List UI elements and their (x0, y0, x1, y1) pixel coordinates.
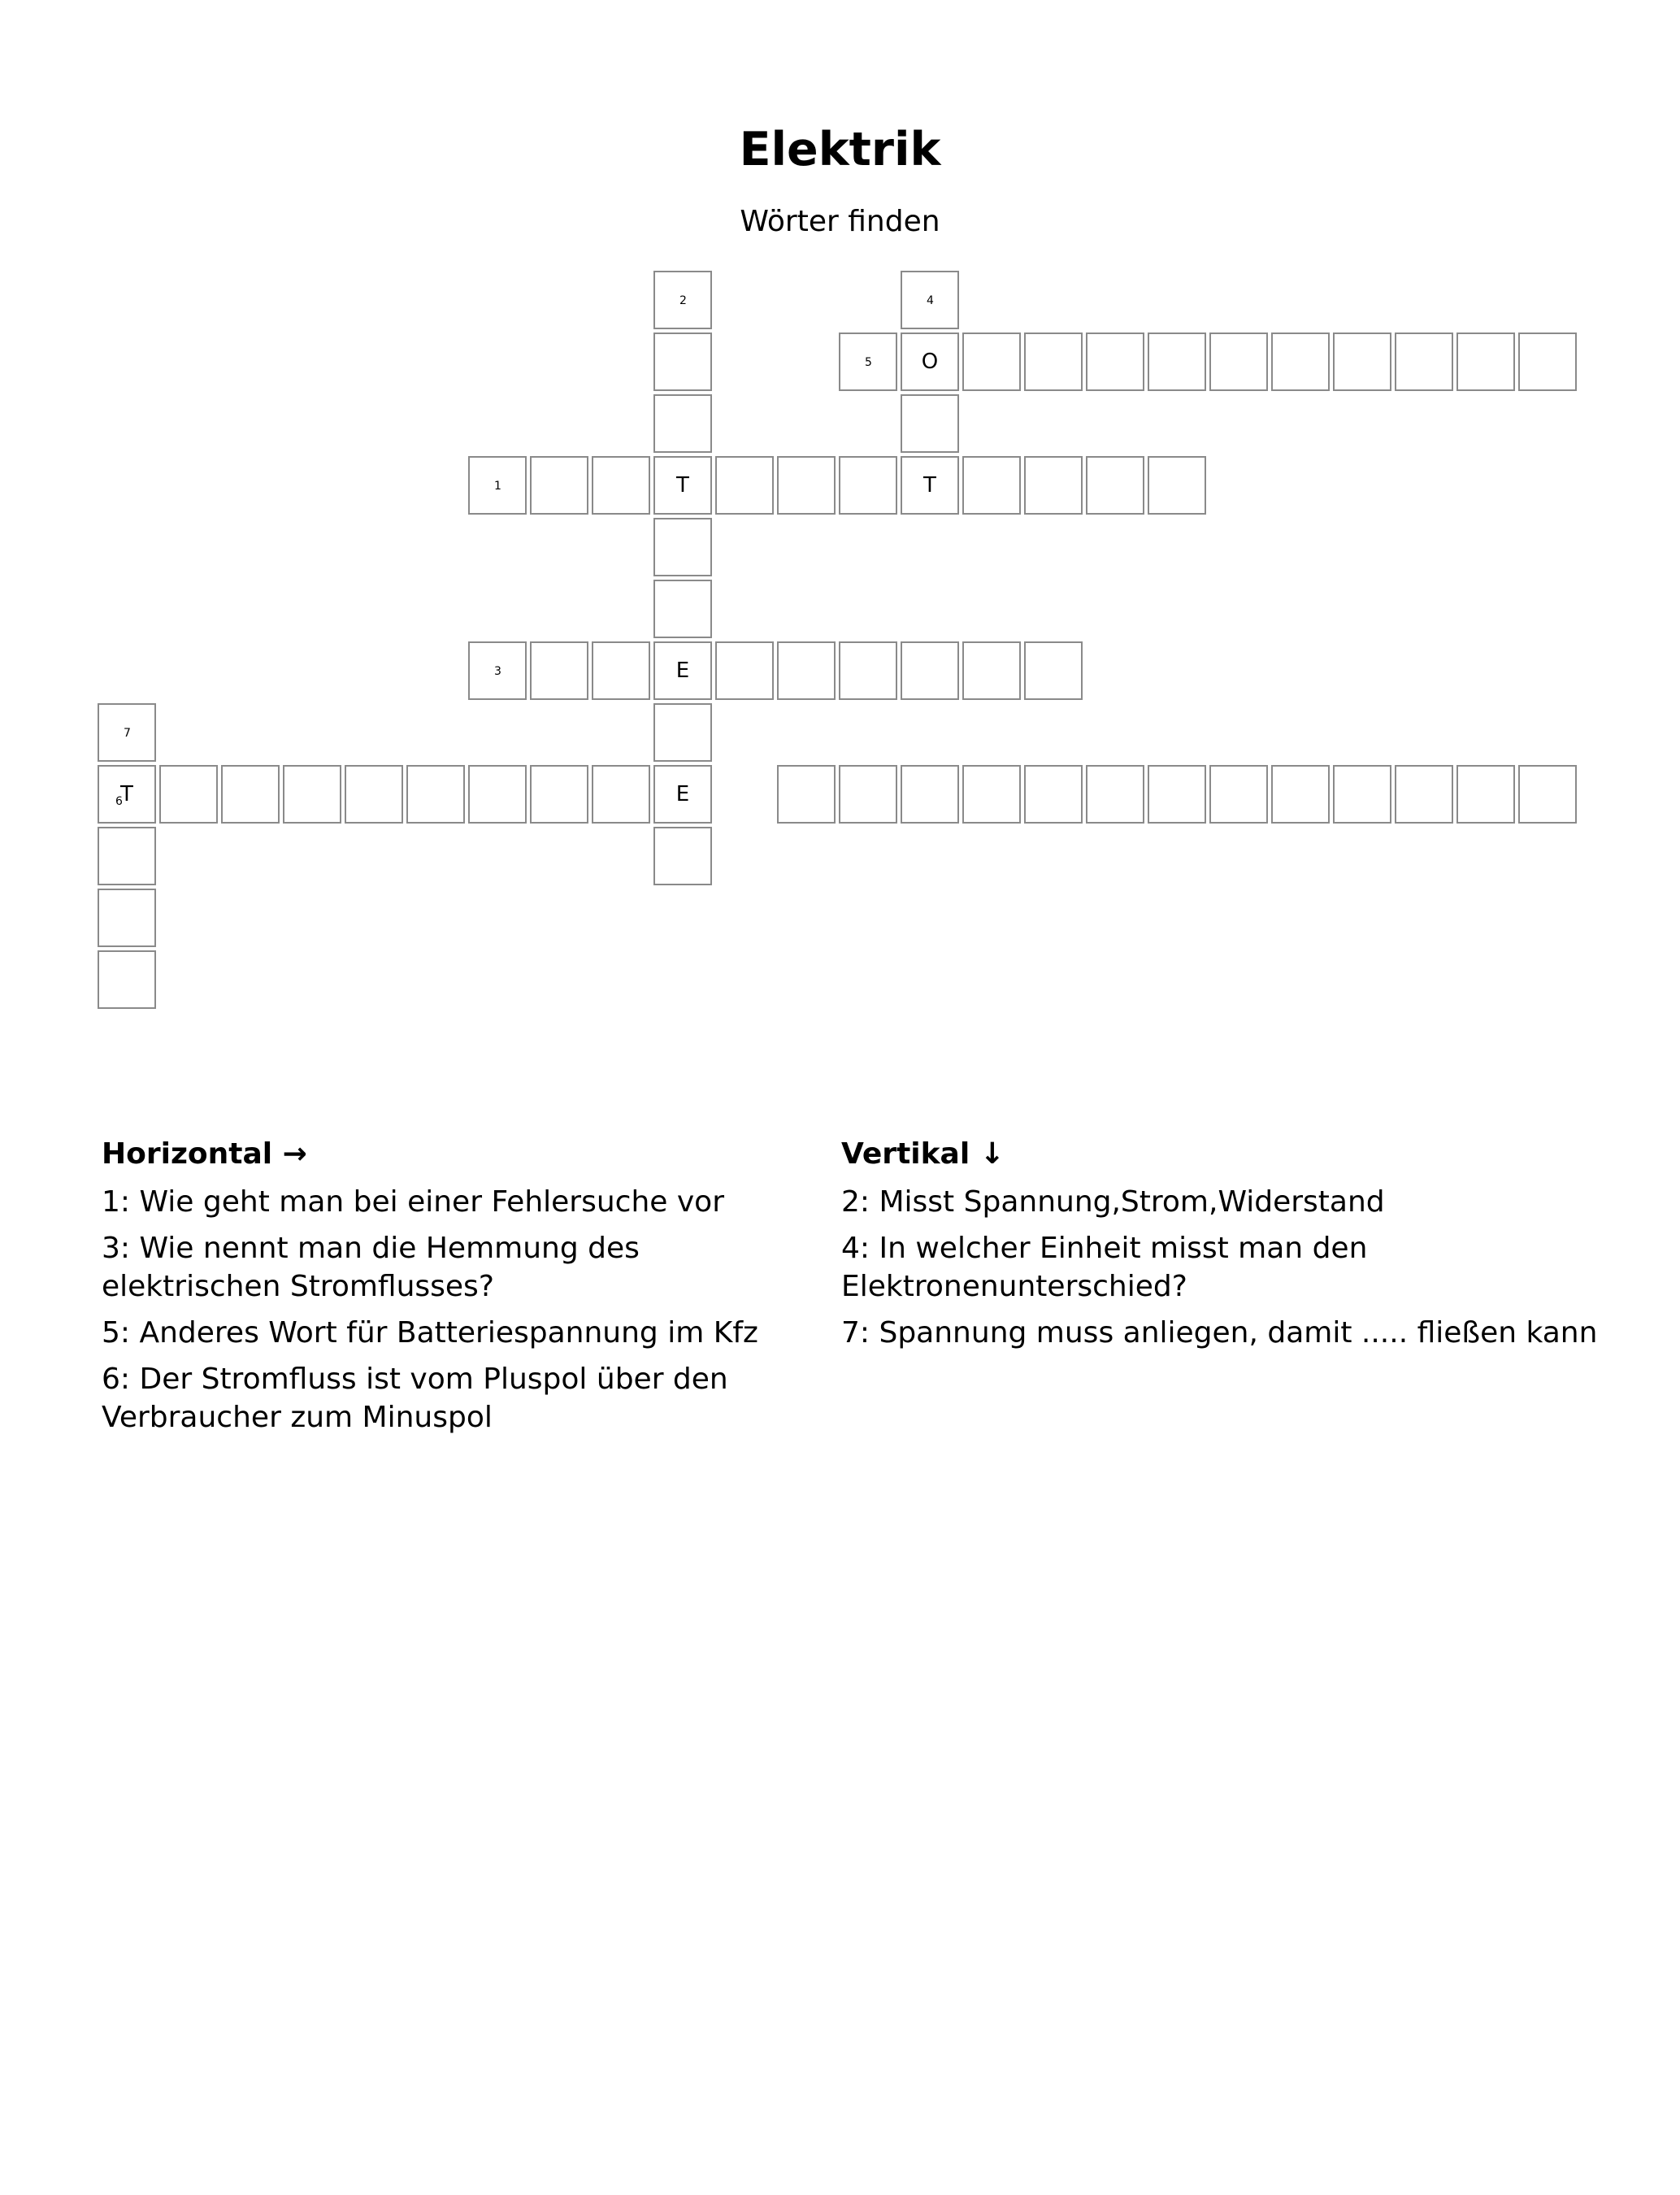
crossword-cell[interactable] (1395, 765, 1453, 824)
crossword-cell[interactable] (1024, 765, 1083, 824)
crossword-cell[interactable] (715, 641, 774, 700)
clue-horizontal-6: 6: Der Stromfluss ist vom Pluspol über den Verbraucher zum Minuspol (102, 1363, 728, 1434)
cell-letter: T (676, 473, 689, 498)
crossword-cell[interactable] (1148, 456, 1206, 515)
crossword-cell[interactable] (777, 456, 836, 515)
cell-letter: T (923, 473, 936, 498)
crossword-cell[interactable] (468, 641, 527, 700)
crossword-cell[interactable] (777, 641, 836, 700)
crossword-cell[interactable] (962, 456, 1021, 515)
crossword-cell[interactable] (1024, 641, 1083, 700)
clues-horizontal (102, 1134, 817, 1445)
crossword-cell[interactable] (653, 456, 712, 515)
crossword-cell[interactable] (221, 765, 280, 824)
crossword-cell[interactable] (98, 950, 156, 1009)
crossword-cell[interactable] (98, 827, 156, 885)
crossword-cell[interactable] (1395, 333, 1453, 391)
crossword-cell[interactable] (653, 641, 712, 700)
crossword-cell[interactable] (1209, 765, 1268, 824)
clue-horizontal-3: 3: Wie nennt man die Hemmung des elektrischen Stromflusses? (102, 1232, 640, 1303)
crossword-cell[interactable] (1086, 765, 1144, 824)
clues-vertical (841, 1134, 1654, 1360)
crossword-cell[interactable] (653, 333, 712, 391)
clue-vertical-7: 7: Spannung muss anliegen, damit ..... fließen kann (841, 1316, 1598, 1350)
crossword-cell[interactable] (839, 333, 897, 391)
crossword-cell[interactable] (653, 580, 712, 638)
crossword-cell[interactable] (653, 518, 712, 576)
crossword-cell[interactable] (1086, 456, 1144, 515)
crossword-cell[interactable] (1518, 765, 1577, 824)
crossword-cell[interactable] (1518, 333, 1577, 391)
crossword-cell[interactable] (901, 394, 959, 453)
crossword-cell[interactable] (345, 765, 403, 824)
crossword-cell[interactable] (1271, 765, 1330, 824)
crossword-cell[interactable] (1024, 456, 1083, 515)
clue-number: 5 (865, 356, 872, 369)
crossword-cell[interactable] (98, 703, 156, 762)
crossword-cell[interactable] (1086, 333, 1144, 391)
crossword-cell[interactable] (1456, 765, 1515, 824)
crossword-cell[interactable] (777, 765, 836, 824)
clue-horizontal-1: 1: Wie geht man bei einer Fehlersuche vor (102, 1185, 725, 1219)
crossword-cell[interactable] (283, 765, 341, 824)
crossword-cell[interactable] (1456, 333, 1515, 391)
clue-number: 7 (124, 727, 131, 740)
crossword-cell[interactable] (1271, 333, 1330, 391)
crossword-cell[interactable] (530, 641, 588, 700)
crossword-cell[interactable] (901, 271, 959, 329)
crossword-cell[interactable] (901, 456, 959, 515)
crossword-cell[interactable] (1333, 333, 1391, 391)
page-subtitle: Wörter finden (740, 205, 940, 238)
clue-vertical-2: 2: Misst Spannung,Strom,Widerstand (841, 1185, 1385, 1219)
crossword-cell[interactable] (962, 765, 1021, 824)
crossword-cell[interactable] (1148, 333, 1206, 391)
crossword-cell[interactable] (98, 765, 156, 824)
crossword-cell[interactable] (839, 765, 897, 824)
crossword-cell[interactable] (653, 827, 712, 885)
crossword-cell[interactable] (653, 271, 712, 329)
crossword-cell[interactable] (839, 641, 897, 700)
crossword-cell[interactable] (530, 765, 588, 824)
crossword-cell[interactable] (468, 456, 527, 515)
crossword-cell[interactable] (962, 333, 1021, 391)
crossword-cell[interactable] (468, 765, 527, 824)
clue-vertical-4: 4: In welcher Einheit misst man den Elektronenunterschied? (841, 1232, 1368, 1303)
cell-letter: E (675, 782, 690, 806)
crossword-cell[interactable] (530, 456, 588, 515)
crossword-cell[interactable] (1024, 333, 1083, 391)
crossword-grid (0, 0, 1680, 1057)
crossword-cell[interactable] (901, 641, 959, 700)
crossword-cell[interactable] (592, 765, 650, 824)
page-title: Elektrik (739, 123, 941, 176)
crossword-cell[interactable] (592, 456, 650, 515)
crossword-cell[interactable] (901, 333, 959, 391)
crossword-cell[interactable] (901, 765, 959, 824)
crossword-cell[interactable] (1209, 333, 1268, 391)
clues-horizontal-heading: Horizontal → (102, 1137, 307, 1171)
clue-number: 4 (927, 294, 934, 307)
crossword-cell[interactable] (962, 641, 1021, 700)
crossword-cell[interactable] (1333, 765, 1391, 824)
clue-number: 3 (494, 665, 501, 678)
crossword-cell[interactable] (715, 456, 774, 515)
clue-number: 1 (494, 480, 501, 493)
crossword-cell[interactable] (653, 703, 712, 762)
clue-number: 2 (679, 294, 687, 307)
crossword-cell[interactable] (98, 889, 156, 947)
crossword-cell[interactable] (1148, 765, 1206, 824)
clue-number: 6 (115, 795, 123, 808)
crossword-cell[interactable] (592, 641, 650, 700)
cell-letter: T (120, 782, 133, 806)
crossword-cell[interactable] (159, 765, 218, 824)
crossword-cell[interactable] (839, 456, 897, 515)
crossword-cell[interactable] (653, 394, 712, 453)
clue-horizontal-5: 5: Anderes Wort für Batteriespannung im Kfz (102, 1316, 758, 1350)
cell-letter: O (921, 350, 939, 374)
clues-vertical-heading: Vertikal ↓ (841, 1137, 1005, 1171)
crossword-cell[interactable] (653, 765, 712, 824)
cell-letter: E (675, 658, 690, 683)
crossword-cell[interactable] (406, 765, 465, 824)
